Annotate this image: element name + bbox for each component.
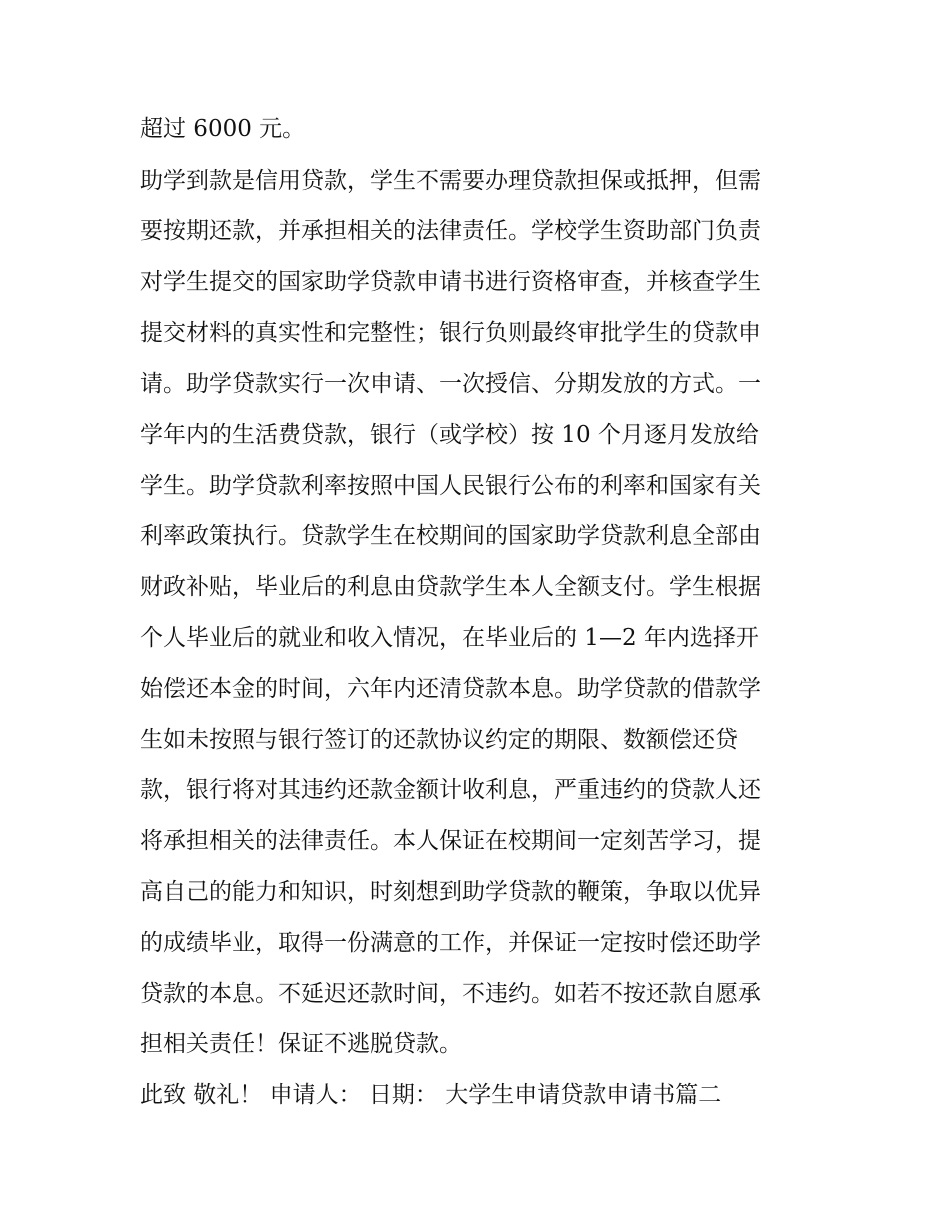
- text-line: 超过 6000 元。: [140, 116, 306, 142]
- text-line: 此致 敬礼！ 申请人： 日期： 大学生申请贷款申请书篇二: [140, 1082, 722, 1108]
- text-line: 学年内的生活费贷款，银行（或学校）按 10 个月逐月发放给: [140, 422, 759, 448]
- text-line: 对学生提交的国家助学贷款申请书进行资格审查，并核查学生: [140, 269, 761, 295]
- text-line: 利率政策执行。贷款学生在校期间的国家助学贷款利息全部由: [140, 523, 761, 549]
- text-line: 个人毕业后的就业和收入情况，在毕业后的 1—2 年内选择开: [140, 625, 759, 651]
- text-line: 财政补贴，毕业后的利息由贷款学生本人全额支付。学生根据: [140, 574, 761, 600]
- text-line: 款，银行将对其违约还款金额计收利息，严重违约的贷款人还: [140, 777, 761, 803]
- text-line: 提交材料的真实性和完整性；银行负则最终审批学生的贷款申: [140, 320, 761, 346]
- text-line: 助学到款是信用贷款，学生不需要办理贷款担保或抵押，但需: [140, 168, 761, 194]
- text-line: 请。助学贷款实行一次申请、一次授信、分期发放的方式。一: [140, 371, 761, 397]
- text-line: 高自己的能力和知识，时刻想到助学贷款的鞭策，争取以优异: [140, 879, 761, 905]
- text-line: 担相关责任！保证不逃脱贷款。: [140, 1031, 462, 1057]
- text-line: 始偿还本金的时间，六年内还清贷款本息。助学贷款的借款学: [140, 676, 761, 702]
- text-line: 贷款的本息。不延迟还款时间，不违约。如若不按还款自愿承: [140, 981, 761, 1007]
- text-line: 生如未按照与银行签订的还款协议约定的期限、数额偿还贷: [140, 727, 738, 753]
- text-line: 的成绩毕业，取得一份满意的工作，并保证一定按时偿还助学: [140, 930, 761, 956]
- text-line: 将承担相关的法律责任。本人保证在校期间一定刻苦学习，提: [140, 828, 761, 854]
- text-line: 学生。助学贷款利率按照中国人民银行公布的利率和国家有关: [140, 473, 761, 499]
- text-line: 要按期还款，并承担相关的法律责任。学校学生资助部门负责: [140, 218, 761, 244]
